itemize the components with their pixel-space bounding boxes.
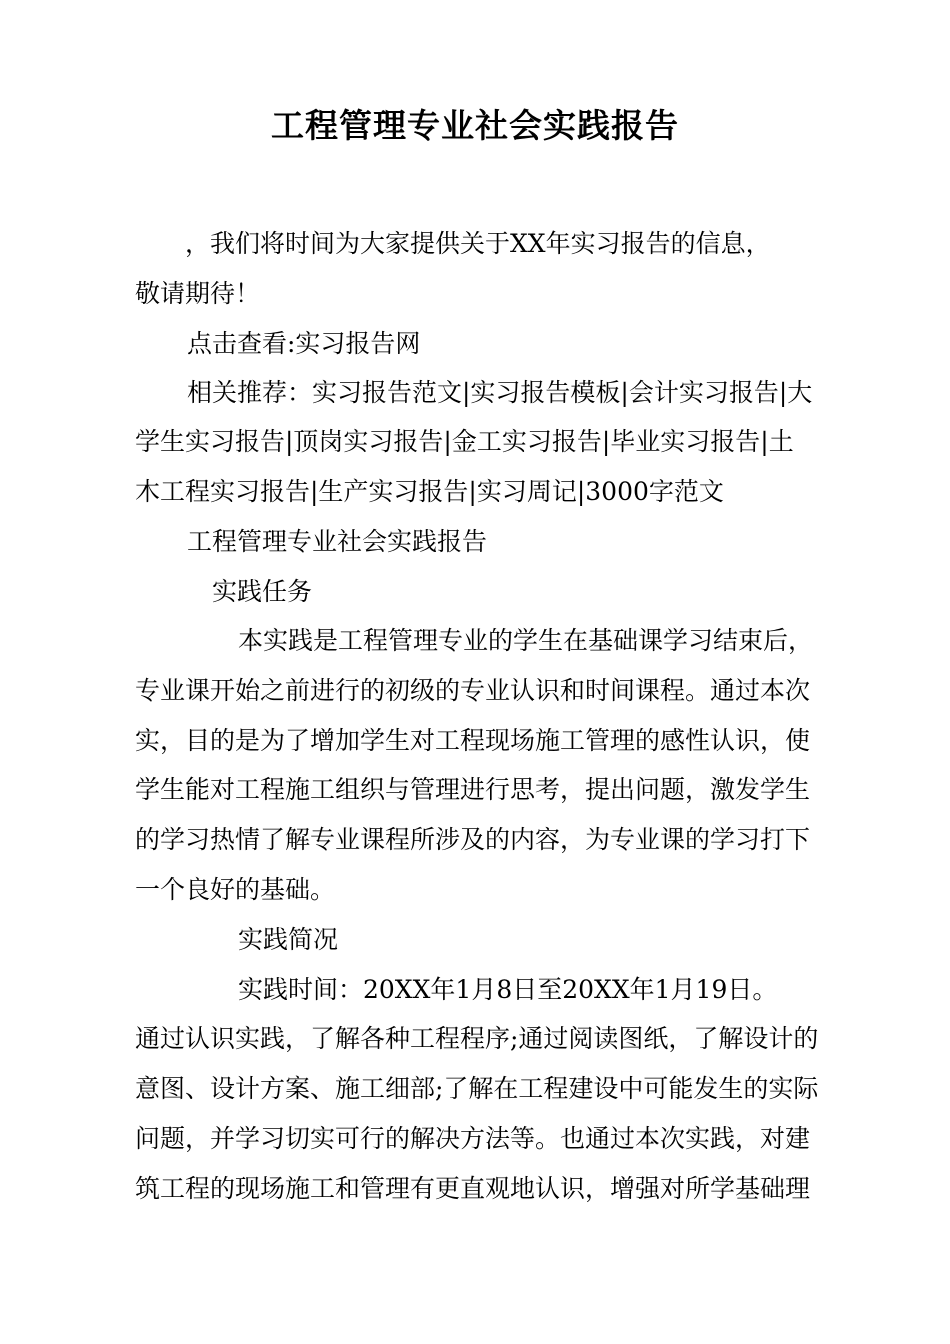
task-line-2: 专业课开始之前进行的初级的专业认识和时间课程。通过本次 bbox=[135, 676, 811, 705]
task-line-5: 的学习热情了解专业课程所涉及的内容，为专业课的学习打下 bbox=[135, 825, 811, 854]
recommend-line-1: 相关推荐：实习报告范文|实习报告模板|会计实习报告|大 bbox=[187, 378, 813, 407]
overview-line-3: 问题，并学习切实可行的解决方法等。也通过本次实践，对建 bbox=[135, 1124, 811, 1153]
task-line-6: 一个良好的基础。 bbox=[135, 875, 336, 904]
heading-task: 实践任务 bbox=[212, 577, 313, 606]
task-line-4: 学生能对工程施工组织与管理进行思考，提出问题，激发学生 bbox=[135, 775, 811, 804]
intro-line-1: ，我们将时间为大家提供关于XX年实习报告的信息， bbox=[185, 229, 771, 258]
section-title: 工程管理专业社会实践报告 bbox=[187, 527, 488, 556]
task-line-1: 本实践是工程管理专业的学生在基础课学习结束后， bbox=[238, 626, 814, 655]
document-title: 工程管理专业社会实践报告 bbox=[271, 106, 679, 145]
recommend-line-3: 木工程实习报告|生产实习报告|实习周记|3000字范文 bbox=[135, 477, 724, 506]
practice-time-line: 实践时间：20XX年1月8日至20XX年1月19日。 bbox=[238, 975, 778, 1004]
heading-overview: 实践简况 bbox=[238, 925, 339, 954]
task-line-3: 实，目的是为了增加学生对工程现场施工管理的感性认识，使 bbox=[135, 726, 811, 755]
overview-line-2: 意图、设计方案、施工细部;了解在工程建设中可能发生的实际 bbox=[135, 1074, 819, 1103]
view-link-line: 点击查看:实习报告网 bbox=[187, 329, 421, 358]
recommend-line-2: 学生实习报告|顶岗实习报告|金工实习报告|毕业实习报告|土 bbox=[135, 427, 794, 456]
overview-line-1: 通过认识实践，了解各种工程程序;通过阅读图纸，了解设计的 bbox=[135, 1024, 819, 1053]
intro-line-2: 敬请期待！ bbox=[135, 279, 261, 308]
overview-line-4: 筑工程的现场施工和管理有更直观地认识，增强对所学基础理 bbox=[135, 1174, 811, 1203]
